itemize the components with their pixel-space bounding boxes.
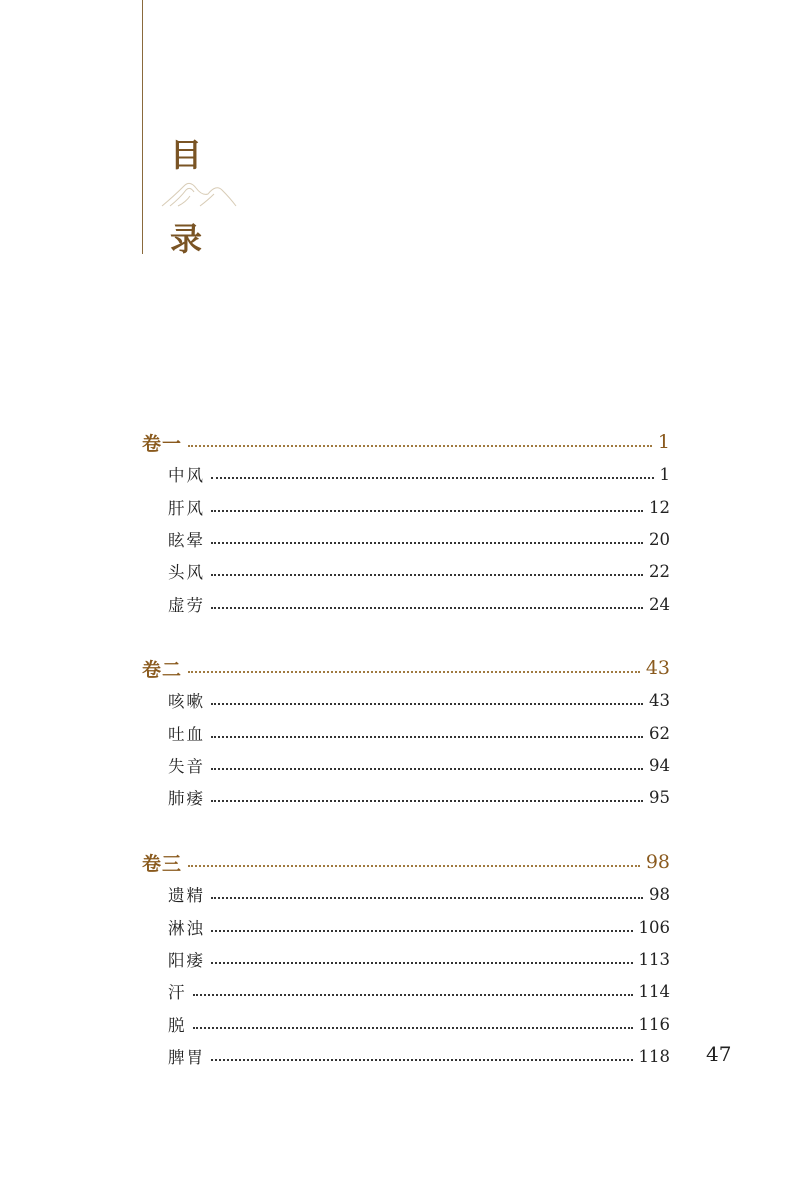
volume-heading-label: 卷一	[142, 432, 183, 455]
toc-entry-label: 失音	[168, 757, 205, 776]
dot-leader	[193, 994, 633, 996]
toc-entry-label: 脾胃	[168, 1048, 205, 1067]
toc-entry-label: 汗	[168, 983, 187, 1002]
dot-leader	[211, 962, 633, 964]
page-number: 47	[706, 1042, 732, 1066]
toc-entry-page-number: 12	[649, 497, 670, 517]
title-char-bottom: 录	[170, 220, 203, 258]
toc-entry-label: 眩晕	[168, 531, 205, 550]
toc-entry-label: 遗精	[168, 886, 205, 905]
toc-entry-label: 肺痿	[168, 789, 205, 808]
dot-leader	[211, 930, 633, 932]
dot-leader	[211, 510, 643, 512]
toc-entry-label: 中风	[168, 466, 205, 485]
toc-entry-label: 咳嗽	[168, 692, 205, 711]
toc-entry-page-number: 1	[659, 464, 670, 484]
toc-entry[interactable]	[168, 460, 670, 488]
toc-entry[interactable]	[168, 557, 670, 585]
toc-entry-page-number: 95	[649, 787, 670, 807]
toc-entry-label: 脱	[168, 1016, 187, 1035]
toc-entry-label: 虚劳	[168, 596, 205, 615]
volume-heading[interactable]	[142, 848, 670, 876]
volume-heading-page-number: 1	[657, 431, 670, 453]
toc-entry-page-number: 113	[638, 949, 670, 969]
dot-leader	[211, 542, 643, 544]
toc-entry-page-number: 98	[649, 884, 670, 904]
toc-entry[interactable]	[168, 783, 670, 811]
toc-entry[interactable]	[168, 880, 670, 908]
dot-leader	[211, 607, 643, 609]
volume-heading[interactable]	[142, 654, 670, 682]
toc-entry-page-number: 94	[649, 755, 670, 775]
dot-leader	[211, 768, 643, 770]
volume-heading-page-number: 43	[645, 657, 670, 679]
toc-entry[interactable]	[168, 686, 670, 714]
toc-entry-label: 淋浊	[168, 919, 205, 938]
toc-entry[interactable]	[168, 945, 670, 973]
toc-entry-page-number: 24	[649, 594, 670, 614]
toc-entry[interactable]	[168, 590, 670, 618]
dot-leader	[188, 671, 640, 673]
toc-entry-page-number: 118	[638, 1046, 670, 1066]
toc-entry-label: 吐血	[168, 725, 205, 744]
dot-leader	[211, 800, 643, 802]
toc-entry[interactable]	[168, 1010, 670, 1038]
title-char-top: 目	[170, 136, 203, 174]
toc-entry-page-number: 114	[638, 981, 670, 1001]
toc-entry-page-number: 22	[649, 561, 670, 581]
toc-entry[interactable]	[168, 913, 670, 941]
dot-leader	[211, 897, 643, 899]
toc-entry[interactable]	[168, 977, 670, 1005]
volume-heading[interactable]	[142, 428, 670, 456]
dot-leader	[211, 1059, 633, 1061]
dot-leader	[211, 574, 643, 576]
toc-entry-page-number: 20	[649, 529, 670, 549]
toc-entry-page-number: 43	[649, 690, 670, 710]
toc-entry[interactable]	[168, 751, 670, 779]
dot-leader	[188, 445, 652, 447]
volume-heading-label: 卷三	[142, 852, 183, 875]
toc-entry[interactable]	[168, 525, 670, 553]
dot-leader	[211, 736, 643, 738]
toc-entry-page-number: 116	[638, 1014, 670, 1034]
dot-leader	[211, 477, 654, 479]
dot-leader	[188, 865, 640, 867]
toc-entry-label: 肝风	[168, 499, 205, 518]
toc-entry[interactable]	[168, 1042, 670, 1070]
toc-entry-label: 头风	[168, 563, 205, 582]
toc-entry-page-number: 62	[649, 723, 670, 743]
volume-heading-page-number: 98	[645, 851, 670, 873]
dot-leader	[211, 703, 643, 705]
toc-entry[interactable]	[168, 719, 670, 747]
toc-entry[interactable]	[168, 493, 670, 521]
volume-heading-label: 卷二	[142, 658, 183, 681]
toc-entry-label: 阳痿	[168, 951, 205, 970]
dot-leader	[193, 1027, 633, 1029]
toc-entry-page-number: 106	[638, 917, 670, 937]
